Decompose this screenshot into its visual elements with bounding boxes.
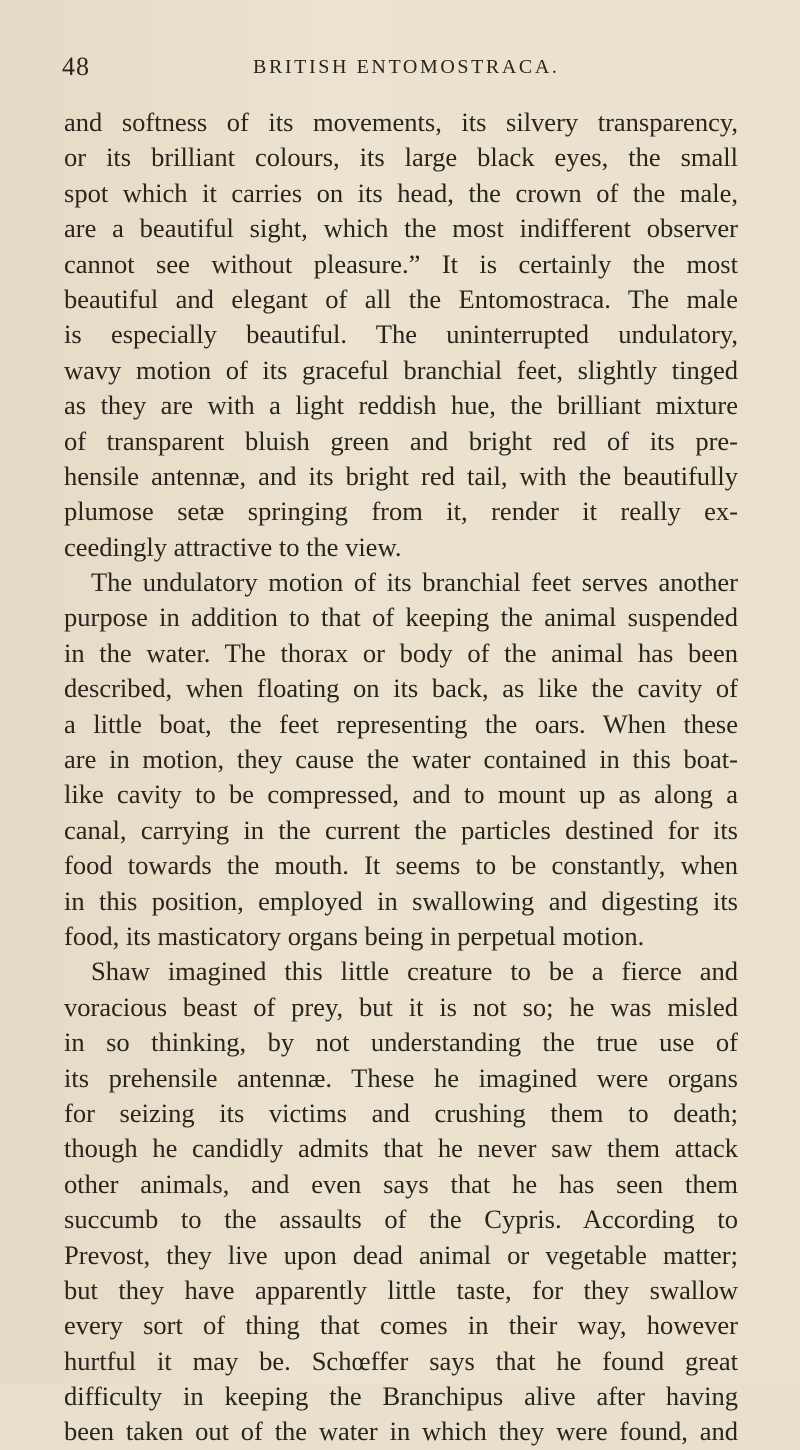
paragraph [64, 105, 738, 565]
text-line: for seizing its victims and crushing them to death; [64, 1097, 738, 1128]
running-head: BRITISH ENTOMOSTRACA. [253, 56, 560, 78]
page-header [0, 52, 800, 84]
text-line: in so thinking, by not understanding the true use of [64, 1027, 738, 1058]
text-line: been taken out of the water in which they were found, and [64, 1416, 738, 1447]
text-line: food, its masticatory organs being in perpetual motion. [64, 920, 645, 951]
text-line: as they are with a light reddish hue, the brilliant mixture [64, 390, 738, 421]
text-line: is especially beautiful. The uninterrupted undulatory, [64, 319, 738, 350]
text-line: hensile antennæ, and its bright red tail, with the beautifully [64, 460, 738, 491]
paragraph [64, 565, 738, 954]
text-line: described, when floating on its back, as like the cavity of [64, 673, 738, 704]
text-line: cannot see without pleasure.” It is certainly the most [64, 248, 738, 279]
text-line: The undulatory motion of its branchial feet serves another [91, 567, 738, 598]
text-line: other animals, and even says that he has seen them [64, 1168, 738, 1199]
text-line: Shaw imagined this little creature to be a fierce and [91, 956, 738, 987]
text-line: in this position, employed in swallowing and digesting its [64, 885, 738, 916]
text-line: voracious beast of prey, but it is not so; he was misled [64, 991, 738, 1022]
text-line: though he candidly admits that he never saw them attack [64, 1133, 738, 1164]
text-line: are a beautiful sight, which the most indifferent observer [64, 213, 738, 244]
text-line: Prevost, they live upon dead animal or vegetable matter; [64, 1239, 738, 1270]
text-line: every sort of thing that comes in their way, however [64, 1310, 738, 1341]
text-line: and softness of its movements, its silvery transparency, [64, 107, 738, 137]
text-line: difficulty in keeping the Branchipus alive after having [64, 1381, 738, 1412]
text-line: wavy motion of its graceful branchial feet, slightly tinged [64, 354, 738, 385]
text-line: like cavity to be compressed, and to mount up as along a [64, 779, 738, 810]
text-line: ceedingly attractive to the view. [64, 531, 402, 562]
text-line: plumose setæ springing from it, render it really ex- [64, 496, 738, 527]
page-number: 48 [62, 52, 90, 81]
text-line: food towards the mouth. It seems to be constantly, when [64, 850, 738, 881]
text-line: or its brilliant colours, its large black eyes, the small [64, 142, 738, 173]
text-line: are in motion, they cause the water contained in this boat- [64, 744, 738, 775]
text-line: hurtful it may be. Schœffer says that he found great [64, 1345, 738, 1376]
text-line: succumb to the assaults of the Cypris. According to [64, 1204, 738, 1235]
text-line: in the water. The thorax or body of the animal has been [64, 637, 738, 668]
text-line: a little boat, the feet representing the oars. When these [64, 708, 738, 739]
body-text [64, 105, 738, 1450]
text-line: beautiful and elegant of all the Entomostraca. The male [64, 283, 738, 314]
text-line: its prehensile antennæ. These he imagined were organs [64, 1062, 738, 1093]
text-line: of transparent bluish green and bright red of its pre- [64, 425, 738, 456]
text-line: canal, carrying in the current the particles destined for its [64, 814, 738, 845]
text-line: spot which it carries on its head, the crown of the male, [64, 177, 738, 208]
text-line: purpose in addition to that of keeping the animal suspended [64, 602, 738, 633]
text-line: but they have apparently little taste, for they swallow [64, 1274, 738, 1305]
paragraph [64, 954, 738, 1449]
